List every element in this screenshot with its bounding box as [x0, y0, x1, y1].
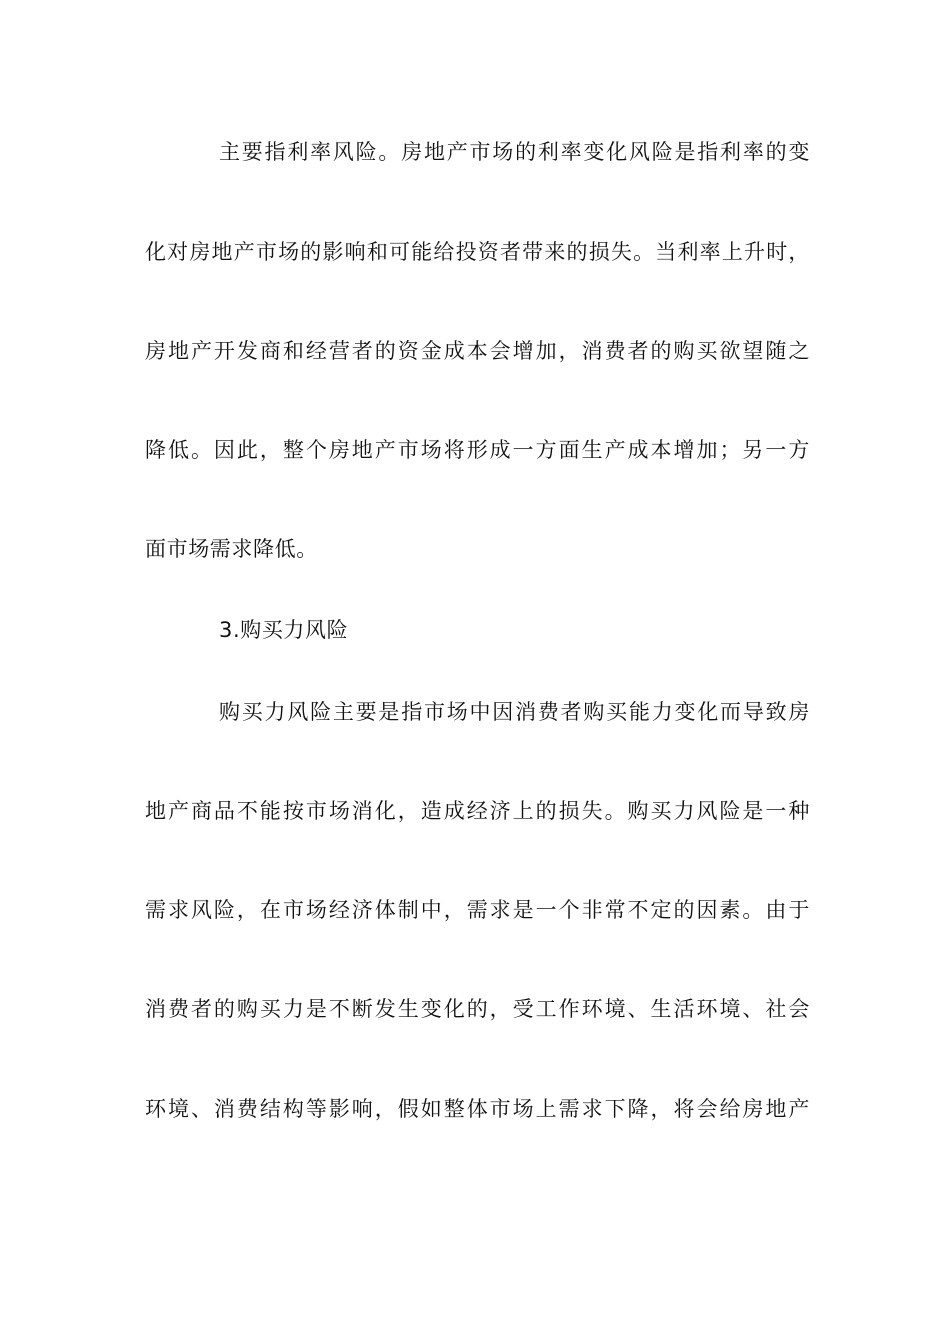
paragraph-1-line-1: 主要指利率风险。房地产市场的利率变化风险是指利率的变: [219, 140, 810, 164]
paragraph-1-line-5: 面市场需求降低。: [145, 537, 318, 561]
paragraph-1-line-4: 降低。因此，整个房地产市场将形成一方面生产成本增加；另一方: [145, 438, 810, 462]
paragraph-2-line-5: 环境、消费结构等影响，假如整体市场上需求下降，将会给房地产: [145, 1097, 810, 1121]
section-heading-purchasing-power-risk: 3.购买力风险: [219, 618, 349, 642]
paragraph-2-line-4: 消费者的购买力是不断发生变化的，受工作环境、生活环境、社会: [145, 997, 810, 1021]
paragraph-1-line-2: 化对房地产市场的影响和可能给投资者带来的损失。当利率上升时，: [145, 240, 810, 264]
paragraph-2-line-2: 地产商品不能按市场消化，造成经济上的损失。购买力风险是一种: [145, 799, 810, 823]
paragraph-2-line-1: 购买力风险主要是指市场中因消费者购买能力变化而导致房: [219, 700, 810, 724]
paragraph-1-line-3: 房地产开发商和经营者的资金成本会增加，消费者的购买欲望随之: [145, 339, 810, 363]
paragraph-2-line-3: 需求风险，在市场经济体制中，需求是一个非常不定的因素。由于: [145, 898, 810, 922]
